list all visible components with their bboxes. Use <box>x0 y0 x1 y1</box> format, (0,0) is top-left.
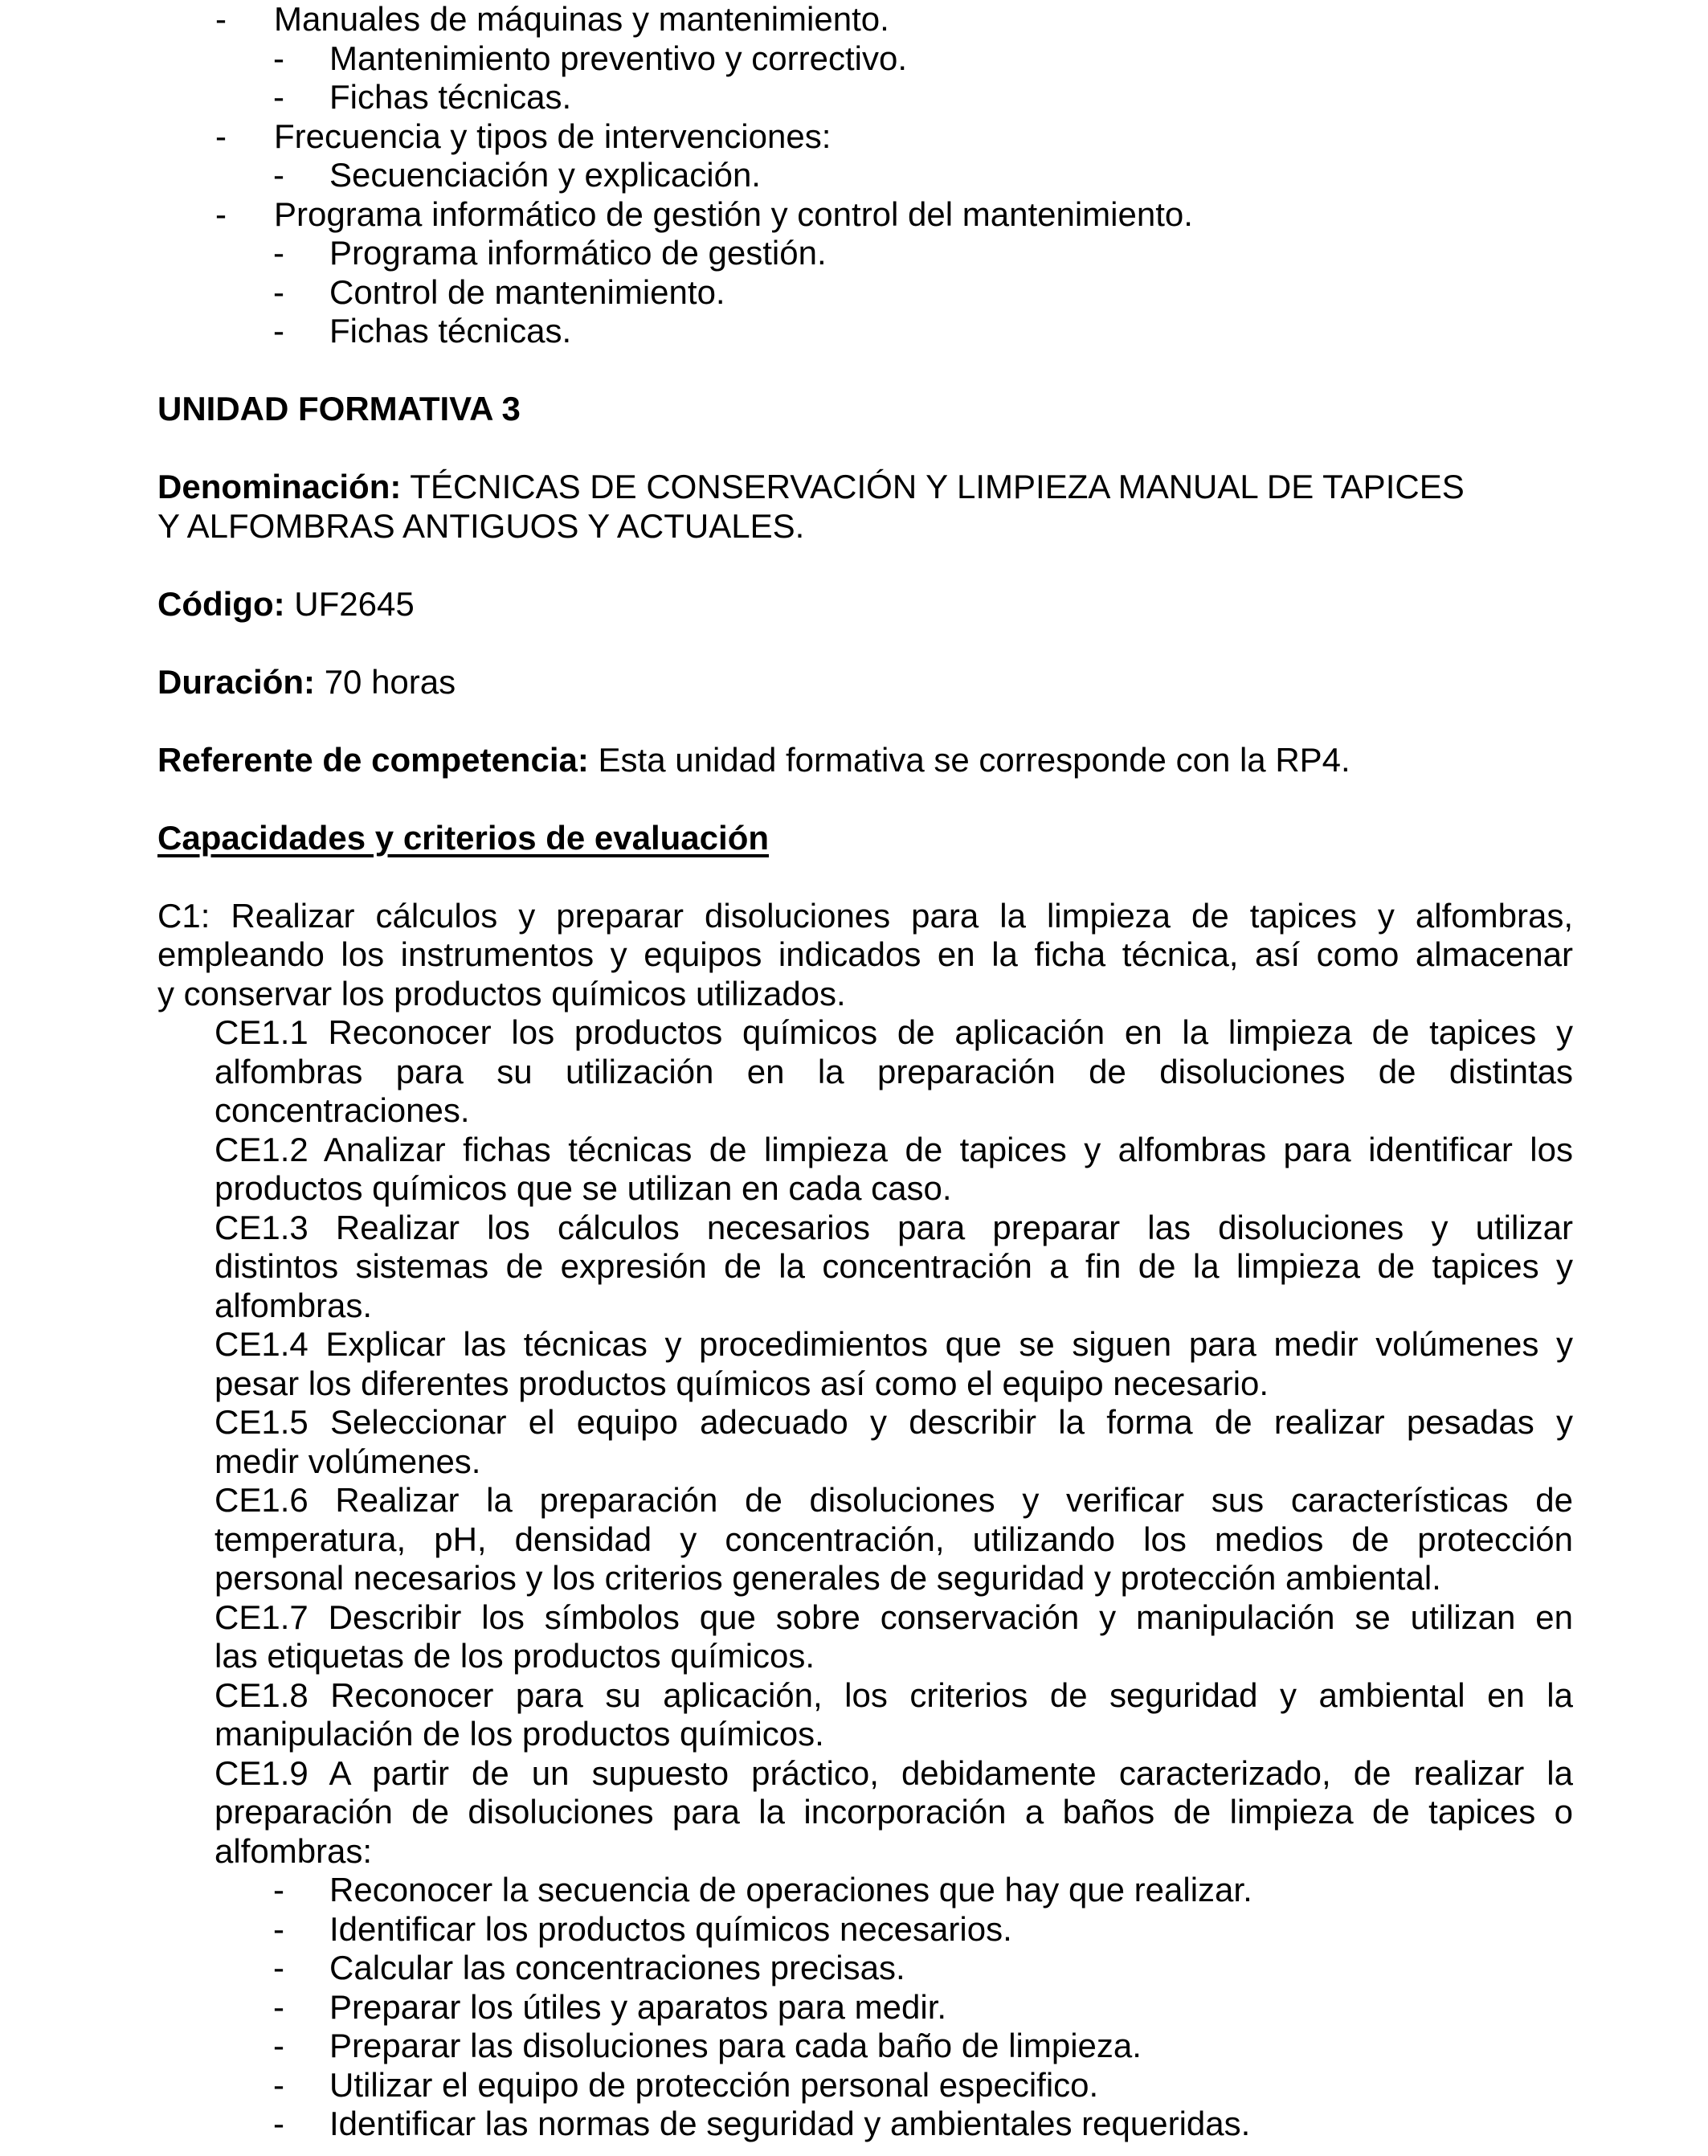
duracion-label: Duración: <box>157 662 316 701</box>
list-item-text: Frecuencia y tipos de intervenciones: <box>274 117 832 155</box>
capacidades-heading: Capacidades y criterios de evaluación <box>157 818 770 857</box>
denominacion-line-2: Y ALFOMBRAS ANTIGUOS Y ACTUALES. <box>157 506 805 545</box>
referente-line <box>157 741 1350 780</box>
list-item-text: Programa informático de gestión. <box>329 234 827 272</box>
list-dash: - <box>215 117 227 155</box>
criterion-line: alfombras: <box>215 1831 373 1870</box>
list-dash: - <box>273 39 284 77</box>
unit-heading: UNIDAD FORMATIVA 3 <box>157 390 521 428</box>
list-item-text: Preparar los útiles y aparatos para medir. <box>329 1987 947 2026</box>
criterion-line: CE1.3 Realizar los cálculos necesarios para preparar las disoluciones y utilizar <box>215 1208 1573 1246</box>
list-item-text: Fichas técnicas. <box>329 78 572 116</box>
list-dash: - <box>273 1871 284 1908</box>
list-dash: - <box>273 2065 284 2104</box>
duracion-value: 70 horas <box>324 662 456 701</box>
list-item-text: Fichas técnicas. <box>329 312 572 350</box>
criterion-line: CE1.4 Explicar las técnicas y procedimientos que se siguen para medir volúmenes y <box>215 1325 1573 1363</box>
list-item-text: Identificar las normas de seguridad y ambientales requeridas. <box>329 2105 1251 2142</box>
criterion-line: CE1.9 A partir de un supuesto práctico, debidamente caracterizado, de realizar la <box>215 1753 1573 1792</box>
criterion-line: CE1.7 Describir los símbolos que sobre conservación y manipulación se utilizan en <box>215 1598 1573 1636</box>
list-item-text: Control de mantenimiento. <box>329 272 725 311</box>
codigo-label: Código: <box>157 584 285 623</box>
list-item-text: Manuales de máquinas y mantenimiento. <box>274 0 889 38</box>
criterion-line: CE1.2 Analizar fichas técnicas de limpieza de tapices y alfombras para identificar los <box>215 1130 1573 1168</box>
criterion-line: pesar los diferentes productos químicos así como el equipo necesario. <box>215 1364 1269 1402</box>
c1-line: empleando los instrumentos y equipos indicados en la ficha técnica, así como almacenar <box>157 935 1573 973</box>
referente-label: Referente de competencia: <box>157 740 589 779</box>
list-dash: - <box>273 2027 284 2064</box>
list-item-text: Utilizar el equipo de protección personal especifico. <box>329 2065 1099 2104</box>
referente-value: Esta unidad formativa se corresponde con la RP4. <box>598 740 1350 779</box>
criterion-line: alfombras. <box>215 1286 373 1324</box>
list-dash: - <box>215 0 227 38</box>
list-item-text: Programa informático de gestión y control del mantenimiento. <box>274 194 1193 233</box>
criterion-line: CE1.5 Seleccionar el equipo adecuado y describir la forma de realizar pesadas y <box>215 1403 1573 1441</box>
duracion-line <box>157 663 456 702</box>
criterion-line: concentraciones. <box>215 1091 470 1129</box>
criterion-line: CE1.6 Realizar la preparación de disoluciones y verificar sus características de <box>215 1481 1573 1519</box>
denominacion-line-1 <box>157 468 1465 507</box>
list-item-text: Mantenimiento preventivo y correctivo. <box>329 39 907 77</box>
list-dash: - <box>273 78 284 116</box>
criterion-line: personal necesarios y los criterios generales de seguridad y protección ambiental. <box>215 1559 1441 1597</box>
list-dash: - <box>273 156 284 194</box>
criterion-line: preparación de disoluciones para la incorporación a baños de limpieza de tapices o <box>215 1793 1573 1831</box>
criterion-line: medir volúmenes. <box>215 1442 481 1480</box>
criterion-line: manipulación de los productos químicos. <box>215 1715 824 1753</box>
codigo-value: UF2645 <box>294 584 415 623</box>
denominacion-label: Denominación: <box>157 468 402 505</box>
list-item-text: Calcular las concentraciones precisas. <box>329 1949 905 1986</box>
denominacion-value: TÉCNICAS DE CONSERVACIÓN Y LIMPIEZA MANUAL DE TAPICES <box>410 468 1465 505</box>
criterion-line: las etiquetas de los productos químicos. <box>215 1637 815 1675</box>
list-dash: - <box>273 1909 284 1948</box>
criterion-line: CE1.8 Reconocer para su aplicación, los criterios de seguridad y ambiental en la <box>215 1675 1573 1714</box>
criterion-line: CE1.1 Reconocer los productos químicos de aplicación en la limpieza de tapices y <box>215 1013 1573 1051</box>
list-dash: - <box>273 234 284 272</box>
list-dash: - <box>273 1987 284 2026</box>
criterion-line: distintos sistemas de expresión de la concentración a fin de la limpieza de tapices y <box>215 1247 1573 1285</box>
list-dash: - <box>273 2105 284 2142</box>
c1-line: y conservar los productos químicos utilizados. <box>157 974 846 1013</box>
criterion-line: productos químicos que se utilizan en cada caso. <box>215 1169 952 1207</box>
list-dash: - <box>215 194 227 233</box>
c1-line: C1: Realizar cálculos y preparar disoluciones para la limpieza de tapices y alfombras, <box>157 896 1573 935</box>
list-item-text: Preparar las disoluciones para cada baño de limpieza. <box>329 2027 1142 2064</box>
list-dash: - <box>273 272 284 311</box>
list-dash: - <box>273 312 284 350</box>
criterion-line: alfombras para su utilización en la preparación de disoluciones de distintas <box>215 1052 1573 1090</box>
list-item-text: Identificar los productos químicos necesarios. <box>329 1909 1012 1948</box>
codigo-line <box>157 585 415 624</box>
list-item-text: Secuenciación y explicación. <box>329 156 761 194</box>
list-item-text: Reconocer la secuencia de operaciones que hay que realizar. <box>329 1871 1252 1908</box>
criterion-line: temperatura, pH, densidad y concentración, utilizando los medios de protección <box>215 1520 1573 1558</box>
list-dash: - <box>273 1949 284 1986</box>
